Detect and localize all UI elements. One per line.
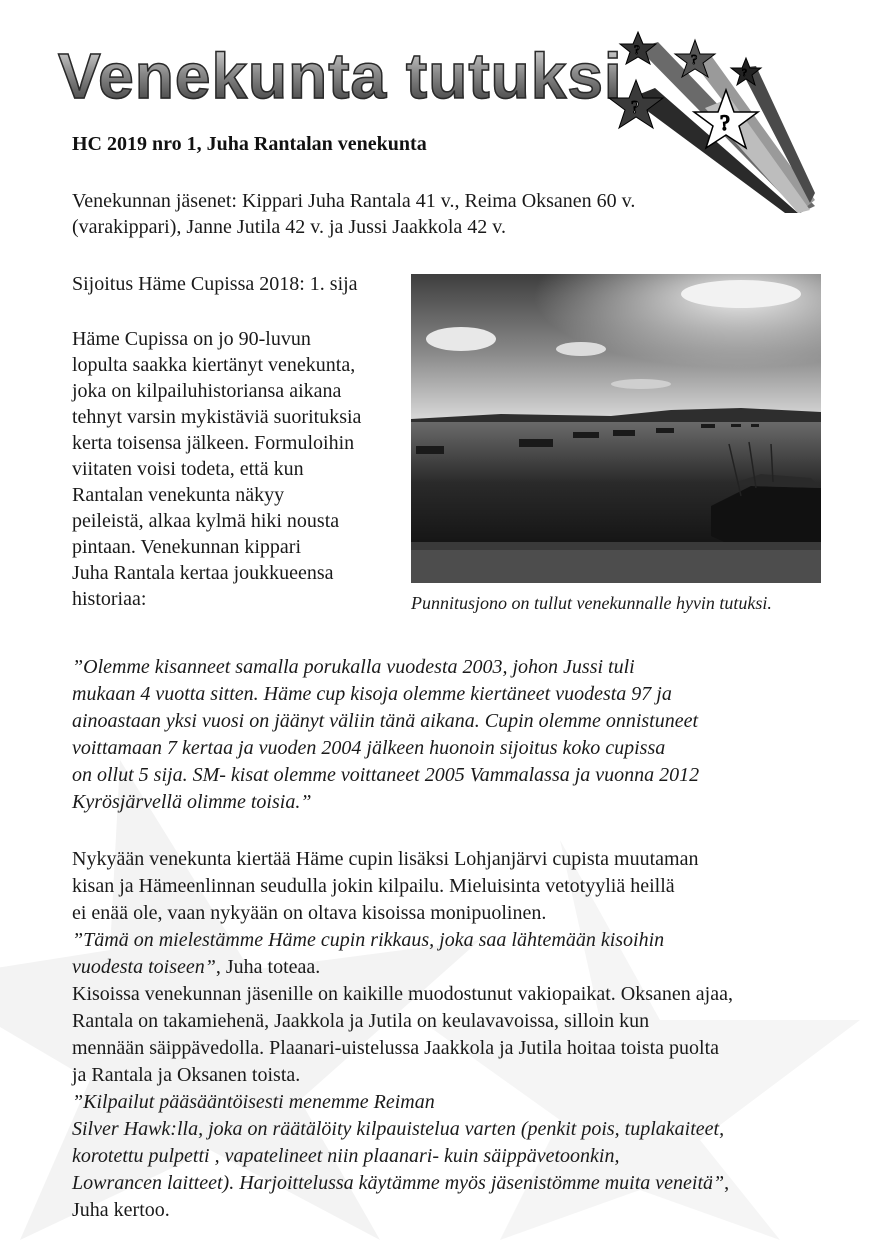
svg-text:?: ? (742, 67, 747, 79)
article-subtitle: HC 2019 nro 1, Juha Rantalan venekunta (72, 133, 427, 155)
members-line-1: Venekunnan jäsenet: Kippari Juha Rantala 41 v., Reima Oksanen 60 v. (72, 190, 636, 212)
body-line: Kisoissa venekunnan jäsenille on kaikille muodostunut vakiopaikat. Oksanen ajaa, (72, 983, 733, 1005)
quote-line: mukaan 4 vuotta sitten. Häme cup kisoja olemme kiertäneet vuodesta 97 ja (72, 683, 672, 705)
question-stars-icon (600, 28, 815, 213)
intro-line: historiaa: (72, 588, 147, 610)
quote2-line: ”Tämä on mielestämme Häme cupin rikkaus, joka saa lähtemään kisoihin (72, 929, 665, 951)
quote-line: voittamaan 7 kertaa ja vuoden 2004 jälkeen huonoin sijoitus koko cupissa (72, 737, 666, 759)
interview-quote (72, 654, 812, 816)
quote3-line: korotettu pulpetti , vapatelineet niin plaanari- kuin säippävetoonkin, (72, 1145, 620, 1167)
closing-line: Juha kertoo. (72, 1199, 170, 1221)
svg-text:?: ? (634, 42, 640, 57)
article-body (72, 846, 842, 1224)
svg-text:?: ? (720, 110, 730, 135)
members-line-2: (varakippari), Janne Jutila 42 v. ja Jussi Jaakkola 42 v. (72, 216, 506, 238)
intro-line: kerta toisensa jälkeen. Formuloihin (72, 432, 355, 454)
intro-paragraph (72, 326, 402, 612)
quote2-attribution: , Juha toteaa. (215, 956, 321, 978)
quote-line: on ollut 5 sija. SM- kisat olemme voittaneet 2005 Vammalassa ja vuonna 2012 (72, 764, 700, 786)
star-4 (609, 80, 663, 128)
intro-line: tehnyt varsin mykistäviä suorituksia (72, 406, 362, 428)
body-line: mennään säippävedolla. Plaanari-uistelussa Jaakkola ja Jutila hoitaa toista puolta (72, 1037, 720, 1059)
quote-line: ainoastaan yksi vuosi on jäänyt väliin tänä aikana. Cupin olemme onnistuneet (72, 710, 699, 732)
body-line: ja Rantala ja Oksanen toista. (72, 1064, 301, 1086)
lake-boats-photo (411, 274, 821, 583)
intro-line: Rantalan venekunta näkyy (72, 484, 285, 506)
quote3-line: ”Kilpailut pääsääntöisesti menemme Reiman (72, 1091, 435, 1113)
intro-line: Juha Rantala kertaa joukkueensa (72, 562, 334, 584)
body-line: Nykyään venekunta kiertää Häme cupin lisäksi Lohjanjärvi cupista muutaman (72, 848, 699, 870)
intro-line: lopulta saakka kiertänyt venekunta, (72, 354, 356, 376)
body-line: ei enää ole, vaan nykyään on oltava kisoissa monipuolinen. (72, 902, 547, 924)
intro-line: pintaan. Venekunnan kippari (72, 536, 302, 558)
quote3-last-line (72, 1170, 842, 1197)
quote3-text: Lowrancen laitteet). Harjoittelussa käytämme myös jäsenistömme muita veneitä” (72, 1172, 725, 1194)
page-title: Venekunta tutuksi (58, 40, 623, 112)
body-line: Rantala on takamiehenä, Jaakkola ja Jutila on keulavavoissa, silloin kun (72, 1010, 650, 1032)
quote2-text: vuodesta toiseen” (72, 956, 216, 978)
intro-line: Häme Cupissa on jo 90-luvun (72, 328, 311, 350)
intro-line: viitaten voisi todeta, että kun (72, 458, 304, 480)
intro-line: peileistä, alkaa kylmä hiki nousta (72, 510, 340, 532)
svg-text:?: ? (631, 97, 639, 117)
members-paragraph (72, 188, 732, 240)
intro-line: joka on kilpailuhistoriansa aikana (72, 380, 342, 402)
svg-text:?: ? (691, 53, 698, 68)
photo-caption: Punnitusjono on tullut venekunnalle hyvin tutuksi. (411, 593, 772, 613)
quote3-comma: , (724, 1172, 730, 1194)
quote3-line: Silver Hawk:lla, joka on räätälöity kilpauistelua varten (penkit pois, tuplakaiteet, (72, 1118, 725, 1140)
placement-line: Sijoitus Häme Cupissa 2018: 1. sija (72, 273, 358, 295)
quote2-line-with-attribution (72, 954, 842, 981)
body-line: kisan ja Hämeenlinnan seudulla jokin kilpailu. Mieluisinta vetotyyliä heillä (72, 875, 675, 897)
quote-line: Kyrösjärvellä olimme toisia.” (72, 791, 312, 813)
quote-line: ”Olemme kisanneet samalla porukalla vuodesta 2003, johon Jussi tuli (72, 656, 635, 678)
